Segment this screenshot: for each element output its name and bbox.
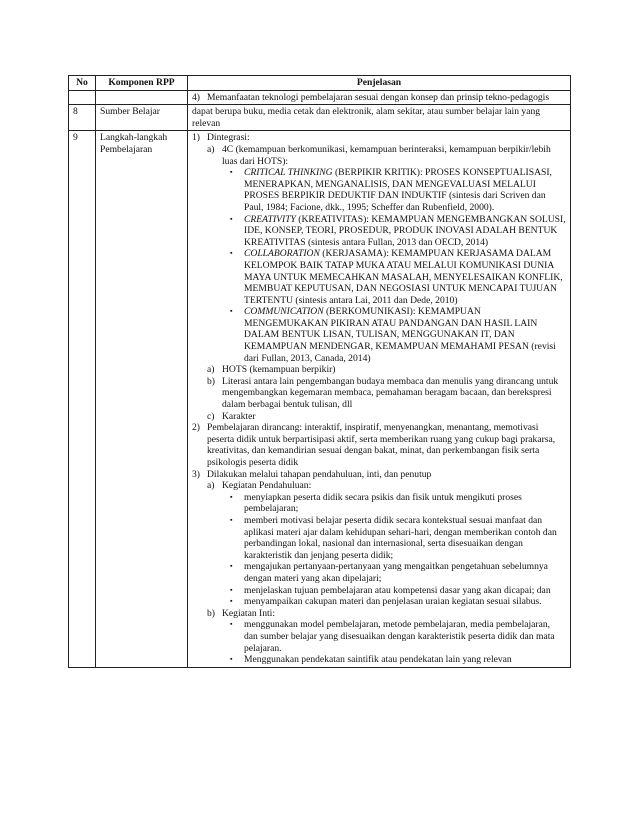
- cell-component: Langkah-langkah Pembelajaran: [96, 131, 188, 667]
- list-text: (KREATIVITAS): KEMAMPUAN MENGEMBANGKAN SOLUSI, IDE, KONSEP, TEORI, PROSEDUR, PRODUK INOVASI ADALAH BENTUK KREATIVITAS (sintesis antara Fullan, 2013 dan OECD, 2014): [244, 213, 566, 248]
- list-item: [192, 608, 566, 620]
- list-text: menggunakan model pembelajaran, metode pembelajaran, media pembelajaran, dan sumber belajar yang disesuaikan dengan karakteristik peserta didik dan mata pelajaran.: [244, 619, 555, 654]
- bullet-icon: ▪: [230, 214, 233, 223]
- list-item: [192, 469, 566, 481]
- bullet-item: [192, 492, 566, 515]
- list-text: (KERJASAMA): KEMAMPUAN KERJASAMA DALAM KELOMPOK BAIK TATAP MUKA ATAU MELALUI KOMUNIKASI DUNIA MAYA UNTUK MEMECAHKAN MASALAH, MENYELESAIKAN KONFLIK, MEMBUAT KEPUTUSAN, DAN NEGOSIASI UNTUK MENCAPAI TUJUAN TERTENTU (sintesis antara Lai, 2011 dan Dede, 2010): [244, 248, 563, 306]
- table-row: [69, 90, 571, 105]
- cell-description: [188, 131, 571, 667]
- header-description: Penjelasan: [188, 76, 571, 91]
- bullet-icon: ▪: [230, 597, 233, 606]
- bullet-item: [192, 306, 566, 364]
- bullet-icon: ▪: [230, 585, 233, 594]
- cell-description: dapat berupa buku, media cetak dan elektronik, alam sekitar, atau sumber belajar lain yang relevan: [188, 105, 571, 131]
- list-marker: c): [207, 410, 215, 422]
- bullet-item: [192, 561, 566, 584]
- cell-no-empty: [69, 90, 96, 105]
- term-italic: COLLABORATION: [244, 248, 320, 260]
- list-text: Kegiatan Inti:: [222, 607, 276, 619]
- cell-no: 9: [69, 131, 96, 667]
- bullet-item: [192, 585, 566, 597]
- list-text: Dintegrasi:: [207, 132, 250, 144]
- list-item: [192, 480, 566, 492]
- list-text: (BERPIKIR KRITIK): PROSES KONSEPTUALISASI, MENERAPKAN, MENGANALISIS, DAN MENGEVALUASI MELALUI PROSES BERPIKIR DEDUKTIF DAN INDUKTIF (sintesis dari Scriven dan Paul, 1984; Facione, dkk., 1995; Scheffer dan Rubenfield, 2000).: [244, 167, 552, 213]
- list-marker: 4): [192, 91, 200, 103]
- table-row: [69, 105, 571, 131]
- bullet-item: [192, 515, 566, 561]
- rpp-table: [68, 75, 571, 668]
- bullet-item: [192, 654, 566, 666]
- list-marker: 2): [192, 422, 200, 434]
- list-item: [192, 144, 566, 167]
- table-header-row: [69, 76, 571, 91]
- term-italic: COMMUNICATION: [244, 306, 324, 318]
- list-item: [192, 376, 566, 411]
- cell-description: [188, 90, 571, 105]
- cell-no: 8: [69, 105, 96, 131]
- list-text: 4C (kemampuan berkomunikasi, kemampuan berinteraksi, kemampuan berpikir/lebih luas dari HOTS):: [222, 143, 551, 167]
- bullet-icon: ▪: [230, 620, 233, 629]
- header-no: No: [69, 76, 96, 91]
- list-item: [192, 411, 566, 423]
- list-text: Dilakukan melalui tahapan pendahuluan, inti, dan penutup: [207, 468, 432, 480]
- list-marker: a): [207, 364, 215, 376]
- list-marker: b): [207, 375, 215, 387]
- list-text: Pembelajaran dirancang: interaktif, inspiratif, menyenangkan, menantang, memotivasi peserta didik untuk berpartisipasi aktif, serta memberikan ruang yang cukup bagi prakarsa, kreativitas, dan kemandirian sesuai dengan bakat, minat, dan perkembangan fisik serta psikologis peserta didik: [207, 422, 556, 468]
- list-item: [192, 132, 566, 144]
- header-component: Komponen RPP: [96, 76, 188, 91]
- term-italic: CRITICAL THINKING: [244, 167, 333, 179]
- list-text: Karakter: [222, 410, 256, 422]
- list-text: mengajukan pertanyaan-pertanyaan yang mengaitkan pengetahuan sebelumnya dengan materi yang akan dipelajari;: [244, 561, 548, 584]
- bullet-item: [192, 596, 566, 608]
- bullet-icon: ▪: [230, 307, 233, 316]
- bullet-icon: ▪: [230, 562, 233, 571]
- list-item: [192, 364, 566, 376]
- list-text: menyampaikan cakupan materi dan penjelasan uraian kegiatan sesuai silabus.: [244, 596, 542, 608]
- list-marker: 3): [192, 468, 200, 480]
- bullet-item: [192, 619, 566, 654]
- bullet-icon: ▪: [230, 515, 233, 524]
- list-marker: a): [207, 143, 215, 155]
- list-marker: b): [207, 607, 215, 619]
- bullet-icon: ▪: [230, 249, 233, 258]
- bullet-item: [192, 167, 566, 213]
- list-text: Memanfaatan teknologi pembelajaran sesuai dengan konsep dan prinsip tekno-pedagogis: [207, 91, 550, 103]
- list-item: [192, 422, 566, 468]
- list-text: menjelaskan tujuan pembelajaran atau kompetensi dasar yang akan dicapai; dan: [244, 584, 551, 596]
- table-row: [69, 131, 571, 667]
- list-text: Kegiatan Pendahuluan:: [222, 480, 312, 492]
- list-text: memberi motivasi belajar peserta didik secara kontekstual sesuai manfaat dan aplikasi materi ajar dalam kehidupan sehari-hari, dengan memberikan contoh dan perbandingan lokal, nasional dan internasional, serta disesuaikan dengan karakteristik dan jenjang peserta didik;: [244, 514, 557, 561]
- bullet-item: [192, 248, 566, 306]
- list-text: Menggunakan pendekatan saintifik atau pendekatan lain yang relevan: [244, 654, 512, 666]
- bullet-item: [192, 214, 566, 249]
- list-text: HOTS (kemampuan berpikir): [222, 364, 336, 376]
- cell-component: Sumber Belajar: [96, 105, 188, 131]
- bullet-icon: ▪: [230, 655, 233, 664]
- term-italic: CREATIVITY: [244, 213, 296, 225]
- cell-component-empty: [96, 90, 188, 105]
- bullet-icon: ▪: [230, 492, 233, 501]
- list-text: menyiapkan peserta didik secara psikis dan fisik untuk mengikuti proses pembelajaran;: [244, 491, 522, 515]
- list-item: [192, 92, 566, 104]
- list-text: (BERKOMUNIKASI): KEMAMPUAN MENGEMUKAKAN PIKIRAN ATAU PANDANGAN DAN HASIL LAIN DALAM BENTUK LISAN, TULISAN, MENGGUNAKAN IT, DAN KEMAMPUAN MENDENGAR, KEMAMPUAN MEMAHAMI PESAN (revisi dari Fullan, 2013, Canada, 2014): [244, 306, 556, 364]
- bullet-icon: ▪: [230, 168, 233, 177]
- list-marker: a): [207, 480, 215, 492]
- list-text: Literasi antara lain pengembangan budaya membaca dan menulis yang dirancang untuk mengembangkan kegemaran membaca, pemahaman beragam bacaan, dan berekspresi dalam berbagai bentuk tulisan, dll: [222, 375, 559, 411]
- list-marker: 1): [192, 132, 200, 144]
